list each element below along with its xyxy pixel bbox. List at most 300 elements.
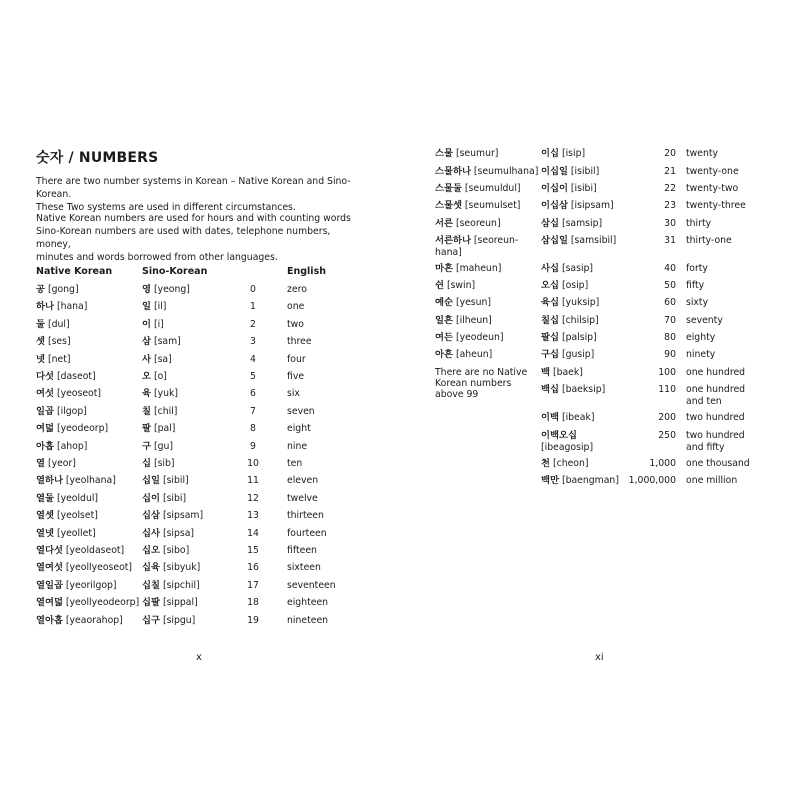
sino-korean-hangul: 십구 — [142, 614, 160, 626]
sino-korean-cell — [142, 336, 181, 348]
native-korean-hangul: 열하나 — [36, 475, 63, 487]
sino-korean-cell — [541, 458, 589, 470]
native-korean-hangul: 여덟 — [36, 423, 54, 435]
sino-korean-cell — [142, 406, 177, 418]
sino-korean-hangul: 팔 — [142, 423, 151, 435]
native-korean-hangul: 열셋 — [36, 510, 54, 522]
native-korean-romanization: [yeollyeodeorp] — [65, 597, 140, 609]
sino-korean-hangul: 이십일 — [541, 166, 568, 177]
numeral-cell: 31 — [664, 235, 676, 246]
native-korean-romanization: [ses] — [47, 336, 71, 348]
sino-korean-romanization: [sa] — [153, 353, 172, 365]
native-korean-romanization: [yeodeorp] — [56, 423, 109, 435]
english-cell: two — [287, 318, 304, 330]
sino-korean-cell — [541, 183, 597, 195]
sino-korean-romanization: [yuksip] — [561, 297, 600, 308]
english-cell: sixteen — [287, 562, 321, 574]
english-cell: eighty — [686, 332, 716, 343]
numeral-cell: 14 — [247, 527, 259, 539]
native-korean-hangul: 열 — [36, 458, 45, 469]
native-korean-hangul: 열아홉 — [36, 614, 63, 626]
sino-korean-romanization: [sipsa] — [162, 527, 195, 539]
english-cell: eighteen — [287, 597, 329, 609]
sino-korean-romanization: [sasip] — [561, 263, 594, 274]
numeral-cell: 1,000 — [649, 458, 676, 469]
native-korean-hangul: 마흔 — [435, 263, 453, 274]
numeral-cell: 0 — [250, 284, 256, 295]
sino-korean-hangul: 구십 — [541, 349, 559, 360]
english-cell: fifteen — [287, 545, 317, 556]
native-korean-romanization: [daseot] — [56, 371, 96, 382]
native-korean-hangul: 서른하나 — [435, 235, 471, 246]
native-korean-cell — [36, 545, 124, 557]
intro-paragraph-2 — [36, 212, 366, 264]
sino-korean-romanization: [sam] — [153, 336, 181, 348]
sino-korean-cell — [541, 166, 599, 178]
english-cell: two hundred and fifty — [686, 430, 745, 453]
native-korean-romanization: [yeodeun] — [455, 332, 504, 343]
table-row — [0, 475, 400, 492]
native-korean-romanization: [yeollet] — [56, 527, 96, 539]
sino-korean-romanization: [sib] — [153, 458, 175, 469]
sino-korean-hangul: 이십삼 — [541, 200, 568, 211]
sino-korean-hangul: 사 — [142, 353, 151, 365]
numeral-cell: 80 — [664, 332, 676, 343]
numeral-cell: 5 — [250, 371, 256, 382]
numeral-cell: 7 — [250, 405, 256, 417]
native-korean-romanization: [seumuldul] — [464, 183, 521, 194]
sino-korean-cell — [142, 597, 198, 609]
sino-korean-romanization: [o] — [153, 371, 167, 382]
english-cell: nine — [287, 440, 308, 452]
numeral-cell: 18 — [247, 597, 259, 609]
sino-korean-cell — [541, 475, 619, 487]
sino-korean-cell — [142, 354, 172, 366]
native-korean-romanization: [yesun] — [455, 297, 492, 308]
native-korean-hangul: 넷 — [36, 353, 45, 365]
sino-korean-cell — [142, 301, 166, 313]
numeral-cell: 12 — [247, 492, 259, 504]
native-korean-cell — [435, 280, 475, 292]
native-korean-cell — [36, 528, 96, 540]
numeral-cell: 50 — [664, 280, 676, 291]
english-cell: one hundred — [686, 367, 746, 378]
sino-korean-romanization: [i] — [153, 318, 164, 330]
numeral-cell: 1 — [250, 301, 256, 313]
sino-korean-romanization: [sippal] — [162, 597, 198, 609]
sino-korean-cell — [142, 371, 167, 383]
sino-korean-hangul: 십일 — [142, 475, 160, 487]
sino-korean-hangul: 백 — [541, 367, 550, 378]
table-row — [400, 183, 800, 200]
sino-korean-romanization: [palsip] — [561, 332, 597, 343]
english-cell: four — [287, 353, 306, 365]
table-row — [0, 615, 400, 632]
english-cell: one million — [686, 475, 738, 486]
table-row — [0, 336, 400, 353]
native-korean-hangul: 여든 — [435, 332, 453, 343]
native-korean-cell — [435, 332, 504, 344]
sino-korean-hangul: 십팔 — [142, 597, 160, 609]
english-cell: twenty-three — [686, 200, 746, 211]
english-cell: one thousand — [686, 458, 750, 469]
numeral-cell: 4 — [250, 353, 256, 365]
table-row — [0, 371, 400, 388]
native-korean-romanization: [hana] — [56, 301, 88, 313]
native-korean-cell — [435, 315, 492, 327]
sino-korean-hangul: 십삼 — [142, 510, 160, 522]
native-korean-romanization: [swin] — [446, 280, 476, 291]
sino-korean-cell — [142, 580, 200, 592]
sino-korean-hangul: 이 — [142, 318, 151, 330]
sino-korean-cell — [541, 218, 602, 230]
native-korean-cell — [36, 493, 98, 505]
sino-korean-romanization: [chil] — [153, 405, 178, 417]
table-row — [400, 218, 800, 235]
table-row — [0, 388, 400, 405]
native-korean-romanization: [seoreun-hana] — [435, 235, 519, 258]
native-korean-hangul: 하나 — [36, 301, 54, 313]
sino-korean-hangul: 십 — [142, 458, 151, 469]
sino-korean-romanization: [pal] — [153, 423, 176, 435]
table-row — [0, 580, 400, 597]
native-korean-hangul: 스물하나 — [435, 166, 471, 177]
native-korean-cell — [36, 615, 123, 627]
native-korean-romanization: [yeoseot] — [56, 388, 101, 400]
native-korean-hangul: 스물둘 — [435, 183, 462, 194]
native-korean-romanization: [yeoldaseot] — [65, 545, 125, 556]
numeral-cell: 19 — [247, 614, 259, 626]
native-korean-cell — [36, 284, 79, 296]
sino-korean-romanization: [sibyuk] — [162, 562, 201, 574]
native-korean-cell — [435, 218, 501, 230]
table-row — [400, 475, 800, 492]
english-cell: eight — [287, 423, 311, 435]
table-row — [400, 332, 800, 349]
intro-line: Native Korean numbers are used for hours and with counting words — [36, 213, 351, 224]
sino-korean-romanization: [samsip] — [561, 218, 603, 229]
english-cell: seventy — [686, 315, 723, 326]
numeral-cell: 100 — [658, 367, 676, 378]
sino-korean-hangul: 오십 — [541, 280, 559, 291]
sino-korean-hangul: 이십이 — [541, 183, 568, 194]
native-korean-cell — [36, 510, 98, 522]
sino-korean-romanization: [isip] — [561, 148, 586, 159]
header-sino-korean: Sino-Korean — [142, 266, 208, 277]
english-cell: zero — [287, 284, 307, 295]
table-row — [400, 458, 800, 475]
numeral-cell: 8 — [250, 423, 256, 435]
english-cell: fourteen — [287, 527, 327, 539]
native-korean-hangul: 아홉 — [36, 440, 54, 452]
english-cell: fifty — [686, 280, 705, 291]
table-row — [400, 166, 800, 183]
native-korean-cell — [435, 183, 521, 195]
sino-korean-cell — [541, 430, 621, 454]
english-cell: thirty-one — [686, 235, 732, 246]
sino-korean-romanization: [baengman] — [561, 475, 619, 486]
sino-korean-hangul: 삼 — [142, 336, 151, 348]
table-row — [400, 412, 800, 429]
sino-korean-cell — [142, 388, 178, 400]
native-korean-hangul: 열다섯 — [36, 545, 63, 556]
native-korean-romanization: [yeor] — [47, 458, 76, 469]
native-korean-hangul: 열둘 — [36, 492, 54, 504]
numeral-cell: 16 — [247, 562, 259, 574]
english-cell: three — [287, 336, 312, 348]
sino-korean-romanization: [chilsip] — [561, 315, 599, 326]
native-korean-cell — [36, 597, 139, 609]
sino-korean-cell — [142, 475, 189, 487]
numeral-cell: 3 — [250, 336, 256, 348]
native-korean-hangul: 열넷 — [36, 527, 54, 539]
native-korean-hangul: 일곱 — [36, 405, 54, 417]
header-native-korean: Native Korean — [36, 266, 113, 277]
native-korean-cell — [435, 148, 498, 160]
intro-paragraph-1 — [36, 175, 366, 214]
sino-korean-hangul: 영 — [142, 284, 151, 295]
numeral-cell: 17 — [247, 579, 259, 591]
english-cell: twenty-one — [686, 166, 739, 177]
native-korean-cell — [435, 235, 530, 259]
table-row — [400, 280, 800, 297]
english-cell: thirteen — [287, 510, 324, 522]
sino-korean-hangul: 사십 — [541, 263, 559, 274]
sino-korean-romanization: [osip] — [561, 280, 589, 291]
numeral-cell: 22 — [664, 183, 676, 194]
table-row — [400, 315, 800, 332]
native-korean-hangul: 일흔 — [435, 315, 453, 326]
sino-korean-hangul: 이백오십 — [541, 430, 577, 441]
right-page — [400, 0, 800, 800]
english-cell: two hundred — [686, 412, 745, 423]
sino-korean-cell — [142, 562, 200, 574]
sino-korean-cell — [142, 441, 173, 453]
numeral-cell: 13 — [247, 510, 259, 522]
page-title: 숫자 / NUMBERS — [36, 150, 159, 166]
sino-korean-romanization: [ibeak] — [561, 412, 595, 423]
sino-korean-hangul: 칠십 — [541, 315, 559, 326]
native-korean-cell — [36, 475, 116, 487]
sino-korean-romanization: [sipchil] — [162, 579, 200, 591]
native-korean-cell — [36, 371, 96, 383]
intro-line: These Two systems are used in different circumstances. — [36, 202, 296, 213]
native-korean-cell — [36, 319, 70, 331]
native-korean-cell — [435, 297, 491, 309]
native-korean-cell — [36, 441, 87, 453]
native-korean-romanization: [gong] — [47, 284, 79, 295]
native-korean-romanization: [ahop] — [56, 440, 88, 452]
native-korean-hangul: 공 — [36, 284, 45, 295]
sino-korean-cell — [541, 332, 597, 344]
native-korean-cell — [435, 166, 538, 178]
numeral-cell: 2 — [250, 318, 256, 330]
sino-korean-romanization: [baek] — [552, 367, 583, 378]
native-korean-cell — [36, 580, 117, 592]
native-korean-romanization: [seumulhana] — [473, 166, 539, 177]
native-korean-cell — [36, 458, 76, 470]
numeral-cell: 200 — [658, 412, 676, 423]
native-korean-romanization: [yeollyeoseot] — [65, 562, 133, 574]
sino-korean-romanization: [gu] — [153, 440, 174, 452]
native-korean-hangul: 다섯 — [36, 371, 54, 382]
numeral-cell: 11 — [247, 475, 259, 487]
table-row — [0, 528, 400, 545]
table-row — [400, 200, 800, 217]
table-row — [400, 430, 800, 453]
numeral-cell: 9 — [250, 440, 256, 452]
english-cell: ninety — [686, 349, 716, 360]
native-korean-romanization: [yeoldul] — [56, 492, 99, 504]
sino-korean-romanization: [yuk] — [153, 388, 178, 400]
sino-korean-cell — [541, 280, 588, 292]
native-korean-romanization: [seumulset] — [464, 200, 521, 211]
sino-korean-hangul: 십오 — [142, 545, 160, 556]
sino-korean-hangul: 칠 — [142, 405, 151, 417]
numeral-cell: 1,000,000 — [628, 475, 676, 486]
sino-korean-hangul: 육 — [142, 388, 151, 400]
native-korean-romanization: [yeaorahop] — [65, 614, 123, 626]
numeral-cell: 21 — [664, 166, 676, 177]
sino-korean-romanization: [sibi] — [162, 492, 187, 504]
native-korean-hangul: 둘 — [36, 318, 45, 330]
sino-korean-romanization: [sipgu] — [162, 614, 196, 626]
native-korean-cell — [36, 354, 70, 366]
native-korean-hangul: 아흔 — [435, 349, 453, 360]
numeral-cell: 23 — [664, 200, 676, 211]
table-row — [400, 148, 800, 165]
sino-korean-cell — [142, 423, 175, 435]
sino-korean-romanization: [isibil] — [570, 166, 600, 177]
table-row — [0, 545, 400, 562]
native-korean-cell — [36, 336, 71, 348]
english-cell: six — [287, 388, 300, 400]
native-korean-hangul: 열여섯 — [36, 562, 63, 574]
table-row — [0, 319, 400, 336]
native-korean-hangul: 셋 — [36, 336, 45, 348]
native-korean-romanization: [yeolset] — [56, 510, 98, 522]
sino-korean-romanization: [isipsam] — [570, 200, 614, 211]
sino-korean-cell — [142, 545, 189, 557]
sino-korean-cell — [142, 458, 175, 470]
sino-korean-cell — [541, 297, 599, 309]
native-korean-romanization: [seumur] — [455, 148, 499, 159]
table-row — [0, 493, 400, 510]
numeral-cell: 6 — [250, 388, 256, 400]
sino-korean-cell — [541, 349, 594, 361]
table-row — [0, 406, 400, 423]
sino-korean-romanization: [yeong] — [153, 284, 190, 295]
sino-korean-romanization: [samsibil] — [570, 235, 617, 246]
english-cell: one — [287, 301, 305, 313]
table-row — [400, 263, 800, 280]
sino-korean-cell — [541, 315, 599, 327]
numeral-cell: 10 — [247, 458, 259, 469]
native-korean-hangul: 서른 — [435, 218, 453, 229]
native-korean-cell — [435, 200, 520, 212]
sino-korean-cell — [142, 284, 190, 296]
table-row — [0, 423, 400, 440]
sino-korean-cell — [541, 263, 593, 275]
english-cell: ten — [287, 458, 303, 469]
native-korean-cell — [36, 388, 101, 400]
sino-korean-cell — [142, 493, 186, 505]
native-korean-cell — [36, 562, 132, 574]
sino-korean-cell — [142, 319, 164, 331]
numeral-cell: 250 — [658, 430, 676, 441]
english-cell: forty — [686, 263, 708, 274]
native-korean-hangul: 쉰 — [435, 280, 444, 291]
sino-korean-hangul: 삼십 — [541, 218, 559, 229]
sino-korean-romanization: [gusip] — [561, 349, 595, 360]
sino-korean-hangul: 이십 — [541, 148, 559, 159]
sino-korean-cell — [541, 367, 583, 379]
numeral-cell: 20 — [664, 148, 676, 159]
native-korean-cell — [435, 349, 492, 361]
native-korean-romanization: [yeolhana] — [65, 475, 116, 487]
sino-korean-hangul: 천 — [541, 458, 550, 469]
sino-korean-hangul: 십사 — [142, 527, 160, 539]
numeral-cell: 110 — [658, 384, 676, 395]
sino-korean-hangul: 이백 — [541, 412, 559, 423]
sino-korean-hangul: 십칠 — [142, 579, 160, 591]
native-korean-romanization: [yeorilgop] — [65, 579, 117, 591]
native-korean-cell — [36, 301, 87, 313]
sino-korean-romanization: [baeksip] — [561, 384, 606, 395]
native-korean-romanization: [dul] — [47, 318, 70, 330]
sino-korean-romanization: [il] — [153, 301, 167, 313]
numeral-cell: 60 — [664, 297, 676, 308]
native-korean-hangul: 열일곱 — [36, 579, 63, 591]
sino-korean-romanization: [isibi] — [570, 183, 597, 194]
native-korean-romanization: [net] — [47, 353, 71, 365]
table-row — [0, 284, 400, 301]
sino-korean-hangul: 팔십 — [541, 332, 559, 343]
native-korean-hangul: 여섯 — [36, 388, 54, 400]
intro-line: Sino-Korean numbers are used with dates, telephone numbers, money, — [36, 226, 331, 250]
intro-line: There are two number systems in Korean – Native Korean and Sino-Korean. — [36, 176, 351, 200]
english-cell: sixty — [686, 297, 709, 308]
sino-korean-hangul: 육십 — [541, 297, 559, 308]
sino-korean-cell — [541, 384, 605, 396]
numeral-cell: 40 — [664, 263, 676, 274]
numeral-cell: 30 — [664, 218, 676, 229]
native-korean-hangul: 열여덟 — [36, 597, 63, 609]
sino-korean-romanization: [cheon] — [552, 458, 589, 469]
english-cell: eleven — [287, 475, 319, 487]
sino-korean-cell — [142, 510, 203, 522]
table-row — [0, 510, 400, 527]
numeral-cell: 15 — [247, 545, 259, 556]
native-korean-romanization: [ilheun] — [455, 315, 492, 326]
page-number: xi — [595, 652, 604, 663]
english-cell: seven — [287, 405, 315, 417]
sino-korean-cell — [142, 528, 194, 540]
table-row — [0, 441, 400, 458]
english-cell: twelve — [287, 492, 318, 504]
native-korean-romanization: [maheun] — [455, 263, 502, 274]
table-row — [400, 297, 800, 314]
sino-korean-romanization: [sibil] — [162, 475, 189, 487]
native-korean-romanization: [seoreun] — [455, 218, 501, 229]
table-row — [0, 597, 400, 614]
sino-korean-cell — [541, 148, 585, 160]
header-english: English — [287, 266, 326, 277]
sino-korean-romanization: [sibo] — [162, 545, 190, 556]
native-korean-cell — [36, 406, 87, 418]
sino-korean-hangul: 오 — [142, 371, 151, 382]
english-cell: twenty — [686, 148, 719, 159]
